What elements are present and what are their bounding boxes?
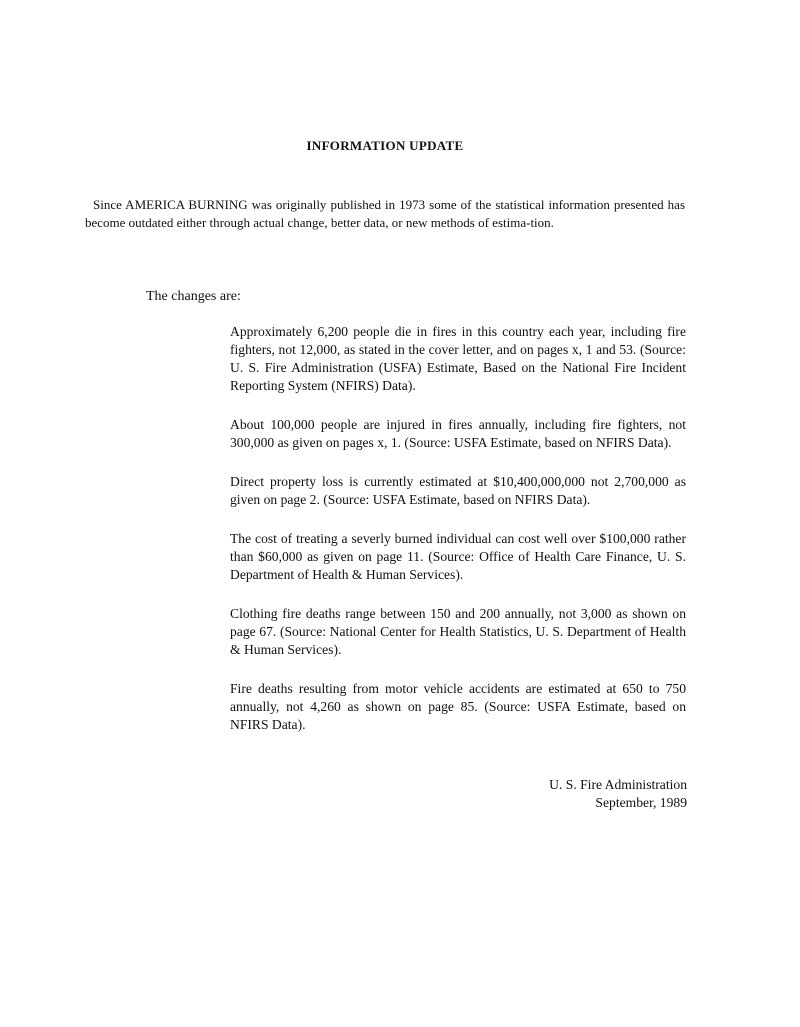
change-item-clothing-deaths: Clothing fire deaths range between 150 and 200 annually, not 3,000 as shown on page 67. (Source: National Center for Health Statistics, U. S. Department of Health & Human Services). (230, 606, 686, 657)
signature-block (549, 776, 687, 812)
change-item-deaths: Approximately 6,200 people die in fires in this country each year, including fire fighters, not 12,000, as stated in the cover letter, and on pages x, 1 and 53. (Source: U. S. Fire Administration (USFA) Estimate, Based on the National Fire Incident Reporting System (NFIRS) Data). (230, 324, 686, 393)
page-title: INFORMATION UPDATE (306, 138, 464, 153)
changes-list (230, 323, 686, 755)
change-item-property-loss: Direct property loss is currently estimated at $10,400,000,000 not 2,700,000 as given on page 2. (Source: USFA Estimate, based on NFIRS Data). (230, 474, 686, 507)
change-item-injuries: About 100,000 people are injured in fires annually, including fire fighters, not 300,000 as given on pages x, 1. (Source: USFA Estimate, based on NFIRS Data). (230, 417, 686, 450)
intro-paragraph: Since AMERICA BURNING was originally published in 1973 some of the statistical information presented has become outdated either through actual change, better data, or new methods of estima-tion. (85, 197, 685, 230)
change-item-vehicle-deaths: Fire deaths resulting from motor vehicle accidents are estimated at 650 to 750 annually, not 4,260 as shown on page 85. (Source: USFA Estimate, based on NFIRS Data). (230, 681, 686, 732)
signature-organization: U. S. Fire Administration (549, 777, 687, 792)
change-item-treatment-cost: The cost of treating a severly burned individual can cost well over $100,000 rather than $60,000 as given on page 11. (Source: Office of Health Care Finance, U. S. Department of Health & Human Services). (230, 531, 686, 582)
signature-date: September, 1989 (595, 795, 687, 810)
changes-label: The changes are: (146, 289, 241, 304)
